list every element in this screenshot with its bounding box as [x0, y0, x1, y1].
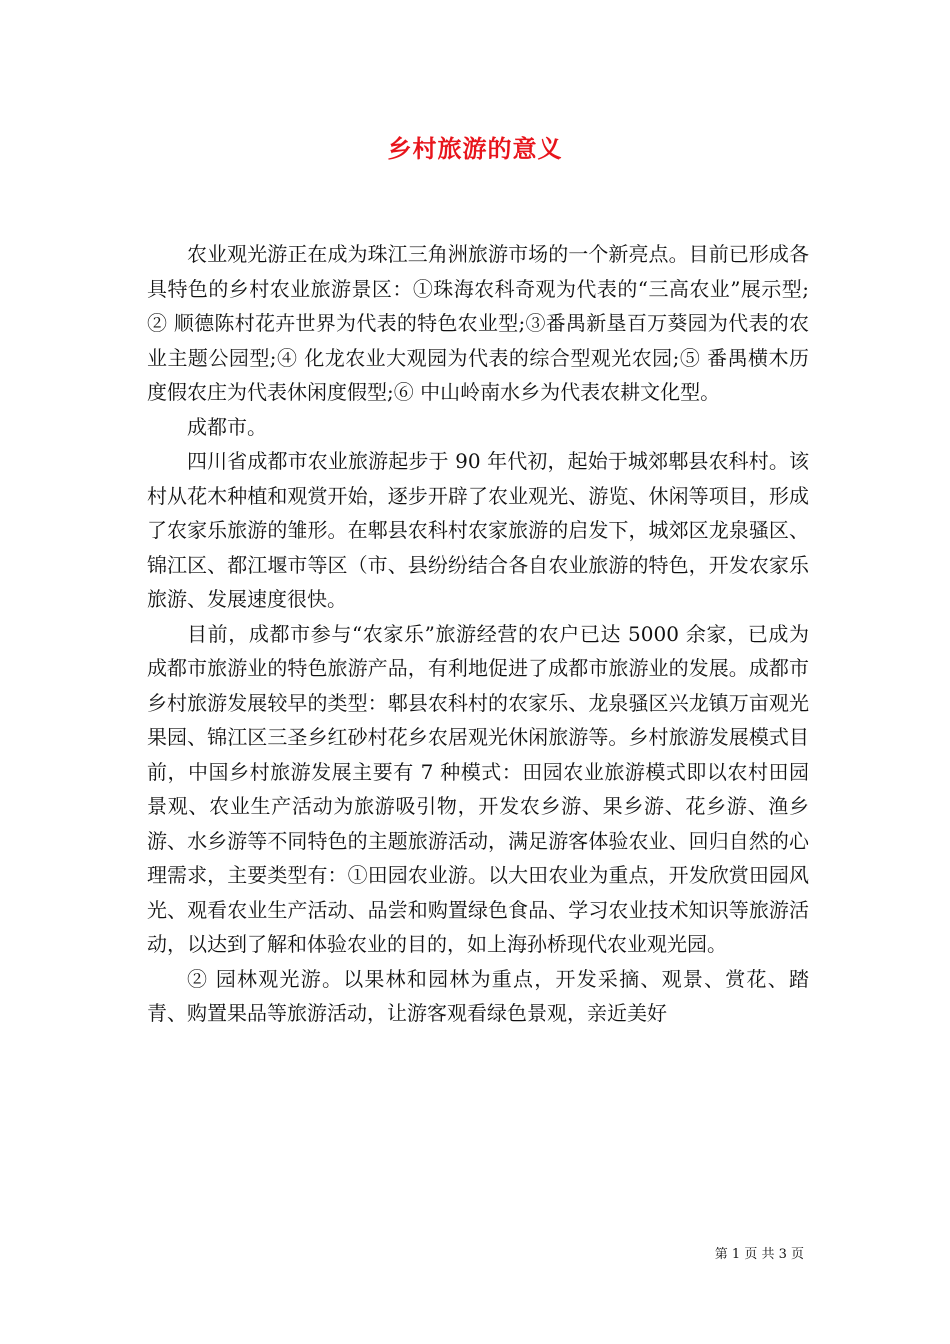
paragraph: ② 园林观光游。以果林和园林为重点，开发采摘、观景、赏花、踏青、购置果品等旅游活动，让游客观看绿色景观，亲近美好: [147, 966, 809, 1025]
paragraph: 农业观光游正在成为珠江三角洲旅游市场的一个新亮点。目前已形成各具特色的乡村农业旅游景区：①珠海农科奇观为代表的“三高农业”展示型;② 顺德陈村花卉世界为代表的特色农业型;③番禺新垦百万葵园为代表的农业主题公园型;④ 化龙农业大观园为代表的综合型观光农园;⑤ 番禺横木历度假农庄为代表休闲度假型;⑥ 中山岭南水乡为代表农耕文化型。: [147, 242, 809, 404]
page-number: 第 1 页 共 3 页: [714, 1247, 804, 1262]
document-body: [147, 237, 809, 1031]
paragraph: 四川省成都市农业旅游起步于 90 年代初，起始于城郊郫县农科村。该村从花木种植和观赏开始，逐步开辟了农业观光、游览、休闲等项目，形成了农家乐旅游的雏形。在郫县农科村农家旅游的启发下，城郊区龙泉骚区、锦江区、都江堰市等区（市、县纷纷结合各自农业旅游的特色，开发农家乐旅游、发展速度很快。: [147, 449, 809, 611]
document-title: 乡村旅游的意义: [387, 134, 563, 163]
paragraph: 目前，成都市参与“农家乐”旅游经营的农户已达 5000 余家，已成为成都市旅游业的特色旅游产品，有利地促进了成都市旅游业的发展。成都市乡村旅游发展较早的类型：郫县农科村的农家乐、龙泉骚区兴龙镇万亩观光果园、锦江区三圣乡红砂村花乡农居观光休闲旅游等。乡村旅游发展模式目前，中国乡村旅游发展主要有 7 种模式：田园农业旅游模式即以农村田园景观、农业生产活动为旅游吸引物，开发农乡游、果乡游、花乡游、渔乡游、水乡游等不同特色的主题旅游活动，满足游客体验农业、回归自然的心理需求，主要类型有：①田园农业游。以大田农业为重点，开发欣赏田园风光、观看农业生产活动、品尝和购置绿色食品、学习农业技术知识等旅游活动，以达到了解和体验农业的目的，如上海孙桥现代农业观光园。: [147, 621, 809, 956]
paragraph: 成都市。: [187, 414, 267, 439]
